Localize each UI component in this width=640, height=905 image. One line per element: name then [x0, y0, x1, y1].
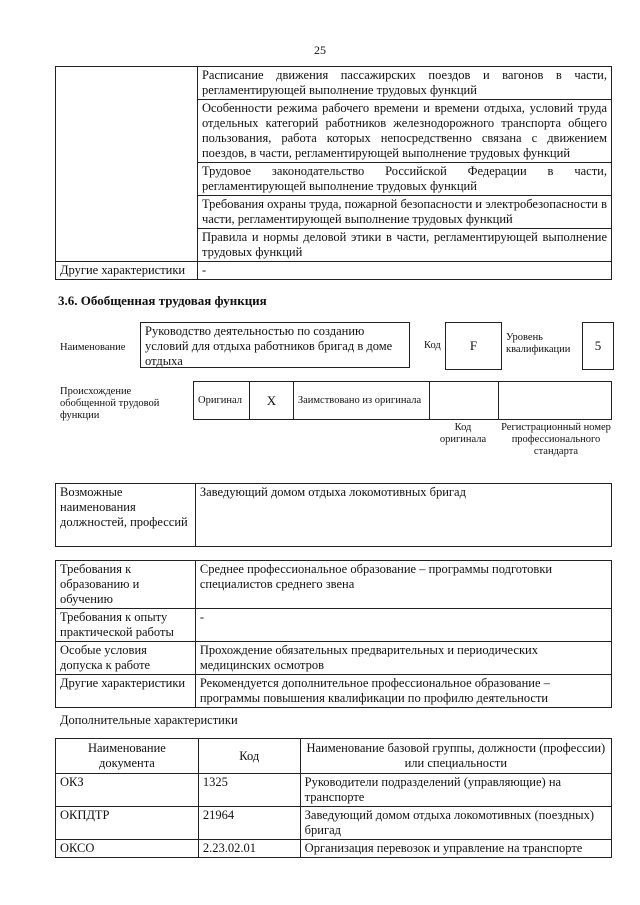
table-row [56, 807, 612, 840]
positions-label: Возможные наименования должностей, профессий [56, 484, 196, 547]
knowledge-item: Правила и нормы деловой этики в части, регламентирующей выполнение трудовых функций [197, 229, 611, 262]
table-row [56, 561, 612, 609]
knowledge-item: Расписание движения пассажирских поездов и вагонов в части, регламентирующей выполнение трудовых функций [197, 67, 611, 100]
requirement-value: - [195, 609, 611, 642]
level-box [582, 322, 614, 370]
other-characteristics-value: - [197, 262, 611, 280]
requirement-value: Рекомендуется дополнительное профессиональное образование – программы повышения квалификации по профилю деятельности [195, 675, 611, 708]
page-number: 25 [314, 43, 326, 57]
group-name-cell: Организация перевозок и управление на транспорте [300, 840, 611, 858]
table-row [56, 67, 612, 100]
reg-number-caption: Регистрационный номер профессионального стандарта [501, 422, 611, 457]
code-cell: 2.23.02.01 [198, 840, 300, 858]
table-row [56, 675, 612, 708]
doc-name-cell: ОКЗ [56, 774, 199, 807]
table-row [56, 609, 612, 642]
original-label: Оригинал [194, 382, 250, 420]
other-characteristics-label: Другие характеристики [56, 262, 198, 280]
code-value: F [469, 338, 478, 353]
section-title: 3.6. Обобщенная трудовая функция [58, 293, 267, 308]
knowledge-item: Требования охраны труда, пожарной безопасности и электробезопасности в части, регламентирующей выполнение трудовых функций [197, 196, 611, 229]
table-header-row [56, 739, 612, 774]
empty-label-cell [56, 67, 198, 262]
column-header: Наименование документа [56, 739, 199, 774]
positions-table [55, 483, 612, 547]
doc-name-cell: ОКПДТР [56, 807, 199, 840]
name-label: Наименование [60, 342, 126, 353]
requirement-value: Прохождение обязательных предварительных и периодических медицинских осмотров [195, 642, 611, 675]
code-original-caption: Код оригинала [439, 422, 487, 445]
origin-label: Происхождение обобщенной трудовой функции [60, 386, 160, 421]
code-cell: 1325 [198, 774, 300, 807]
requirement-label: Другие характеристики [56, 675, 196, 708]
code-label: Код [424, 340, 441, 351]
group-name-cell: Заведующий домом отдыха локомотивных (поездных) бригад [300, 807, 611, 840]
knowledge-table [55, 66, 612, 280]
original-code-cell [429, 382, 499, 420]
borrowed-label: Заимствовано из оригинала [293, 382, 429, 420]
requirement-label: Требования к образованию и обучению [56, 561, 196, 609]
additional-title: Дополнительные характеристики [60, 713, 238, 727]
table-row [56, 262, 612, 280]
requirement-value: Среднее профессиональное образование – программы подготовки специалистов среднего звена [195, 561, 611, 609]
original-mark: X [249, 382, 293, 420]
table-row [56, 774, 612, 807]
level-label: Уровень квалификации [506, 332, 571, 355]
column-header: Наименование базовой группы, должности (профессии) или специальности [300, 739, 611, 774]
doc-name-cell: ОКСО [56, 840, 199, 858]
group-name-cell: Руководители подразделений (управляющие) на транспорте [300, 774, 611, 807]
additional-table [55, 738, 612, 858]
table-row [56, 642, 612, 675]
positions-value: Заведующий домом отдыха локомотивных бригад [195, 484, 611, 547]
knowledge-item: Особенности режима рабочего времени и времени отдыха, условий труда отдельных категорий работников железнодорожного транспорта общего пользования, работа которых непосредственно связана с движением поездов, в части, регламентирующей выполнение трудовых функций [197, 100, 611, 163]
requirement-label: Требования к опыту практической работы [56, 609, 196, 642]
level-value: 5 [594, 338, 602, 353]
origin-table [193, 381, 612, 420]
requirements-table [55, 560, 612, 708]
code-cell: 21964 [198, 807, 300, 840]
knowledge-item: Трудовое законодательство Российской Федерации в части, регламентирующей выполнение трудовых функций [197, 163, 611, 196]
function-name: Руководство деятельностью по созданию условий для отдыха работников бригад в доме отдыха [145, 324, 393, 368]
requirement-label: Особые условия допуска к работе [56, 642, 196, 675]
column-header: Код [198, 739, 300, 774]
function-name-box [140, 322, 410, 368]
table-row [56, 840, 612, 858]
code-box [445, 322, 502, 370]
reg-number-cell [499, 382, 612, 420]
